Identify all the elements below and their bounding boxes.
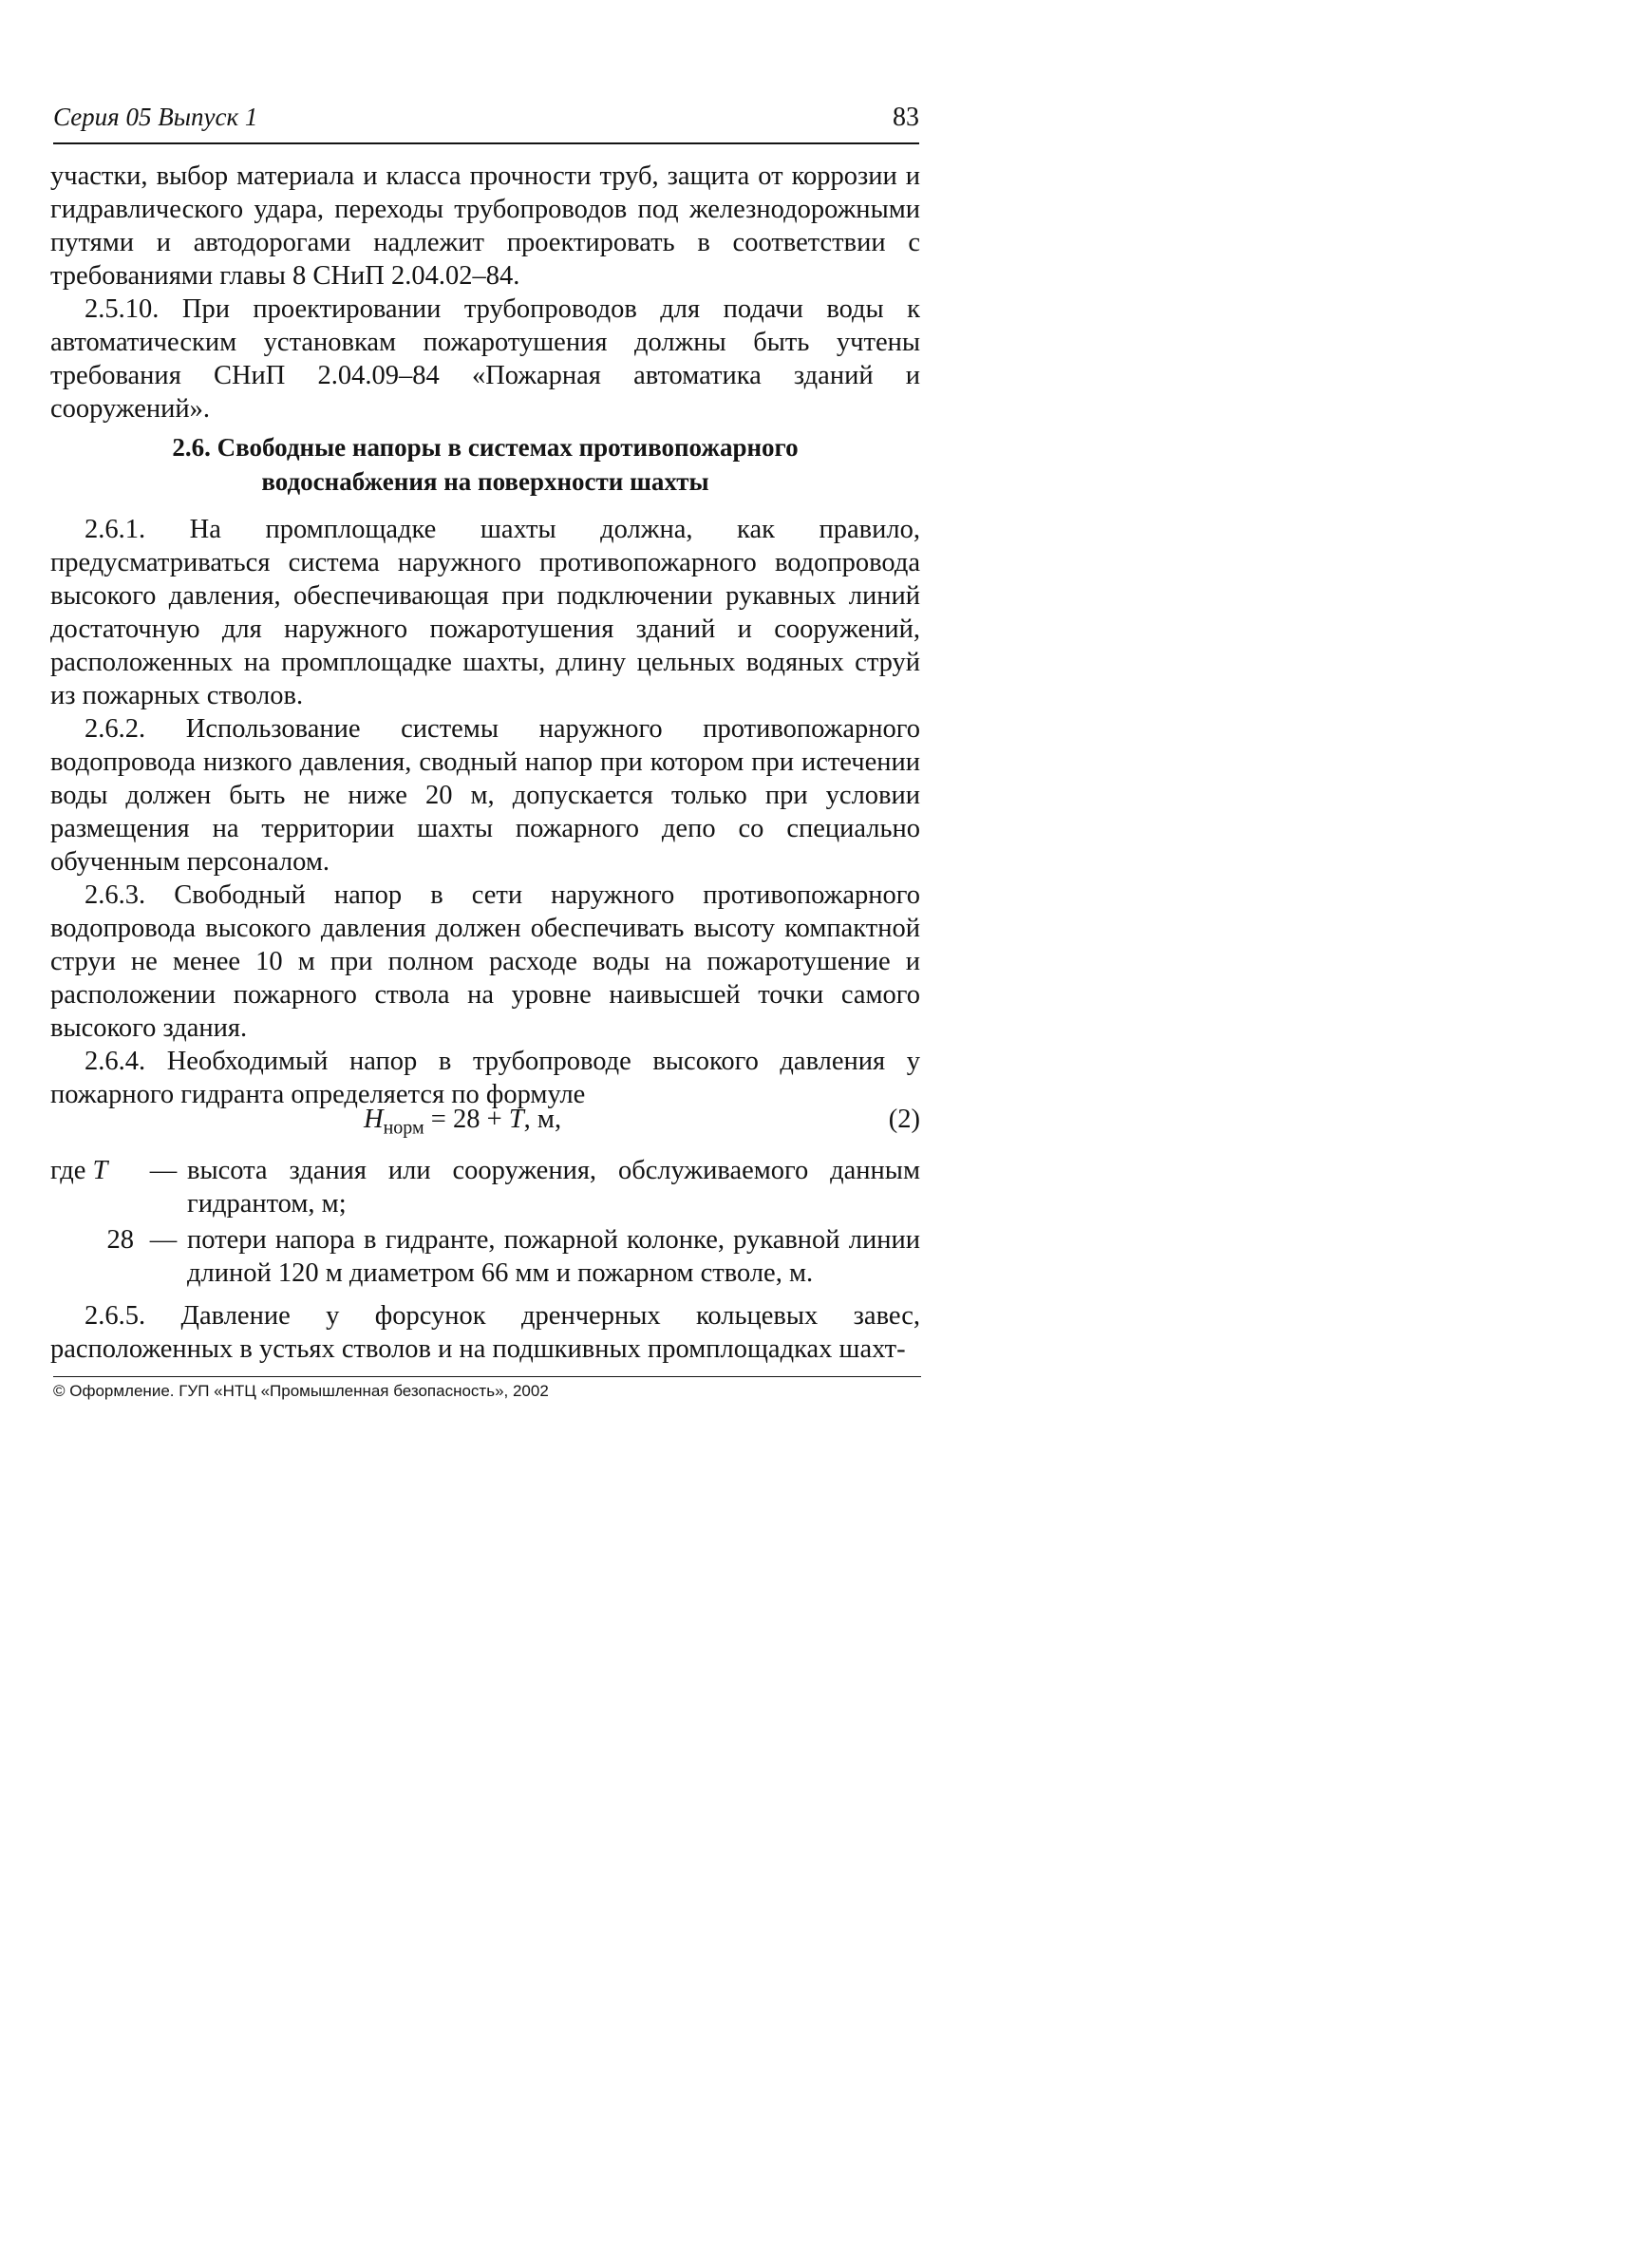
definition-item — [50, 1223, 920, 1290]
formula-lhs-var: H — [364, 1105, 384, 1134]
section-a — [50, 160, 920, 425]
definition-dash: — — [149, 1225, 178, 1255]
definition-text: высота здания или сооружения, обслуживаемого данным гидрантом, м; — [187, 1156, 920, 1219]
definitions — [50, 1154, 920, 1293]
definition-symbol — [50, 1154, 140, 1220]
paragraph-2-5-10: 2.5.10. При проектировании трубопроводов для подачи воды к автоматическим установкам пожаротушения должны быть учтены требования СНиП 2.04.09–84 «Пожарная автоматика зданий и сооружений». — [50, 294, 920, 424]
paragraph-2-6-5: 2.6.5. Давление у форсунок дренчерных кольцевых завес, расположенных в устьях стволов и на подшкивных промплощадках шахт- — [50, 1301, 920, 1364]
section-heading — [50, 430, 920, 499]
formula-number: (2) — [888, 1105, 920, 1134]
page-header — [53, 103, 919, 144]
formula-expression — [364, 1105, 561, 1140]
copyright-footer: © Оформление. ГУП «НТЦ «Промышленная безопасность», 2002 — [53, 1382, 549, 1400]
footer-rule — [53, 1376, 921, 1377]
definition-var: T — [92, 1156, 108, 1185]
paragraph-continuation: участки, выбор материала и класса прочности труб, защита от коррозии и гидравлического удара, переходы трубопроводов под железнодорожными путями и автодорогами надлежит проектировать в соответствии с требованиями главы 8 СНиП 2.04.02–84. — [50, 161, 920, 291]
definition-item — [50, 1154, 920, 1220]
section-heading-line2: водоснабжения на поверхности шахты — [261, 467, 709, 496]
definition-text: потери напора в гидранте, пожарной колонке, рукавной линии длиной 120 м диаметром 66 мм и пожарном стволе, м. — [187, 1225, 920, 1288]
paragraph-2-6-1: 2.6.1. На промплощадке шахты должна, как правило, предусматриваться система наружного противопожарного водопровода высокого давления, обеспечивающая при подключении рукавных линий достаточную для наружного пожаротушения зданий и сооружений, расположенных на промплощадке шахты, длину цельных водяных струй из пожарных стволов. — [50, 515, 920, 710]
paragraph-2-6-3: 2.6.3. Свободный напор в сети наружного противопожарного водопровода высокого давления должен обеспечивать высоту компактной струи не менее 10 м при полном расходе воды на пожаротушение и расположении пожарного ствола на уровне наивысшей точки самого высокого здания. — [50, 880, 920, 1043]
section-heading-line1: 2.6. Свободные напоры в системах противопожарного — [172, 433, 799, 462]
definition-prefix: где — [50, 1156, 93, 1185]
page-number: 83 — [893, 103, 919, 132]
definition-symbol — [50, 1223, 140, 1290]
paragraph-2-6-4: 2.6.4. Необходимый напор в трубопроводе высокого давления у пожарного гидранта определяется по формуле — [50, 1047, 920, 1109]
series-label: Серия 05 Выпуск 1 — [53, 103, 258, 131]
formula-unit: , м, — [523, 1105, 562, 1134]
formula-rhs-var: T — [508, 1105, 524, 1134]
definition-var: 28 — [106, 1225, 134, 1255]
formula-lhs-sub: норм — [383, 1117, 424, 1139]
section-c — [50, 1299, 920, 1366]
section-b — [50, 513, 920, 1111]
header-rule — [53, 142, 919, 144]
formula-rhs: = 28 + — [424, 1105, 509, 1134]
definition-dash: — — [149, 1156, 178, 1185]
formula-2 — [50, 1105, 920, 1143]
paragraph-2-6-2: 2.6.2. Использование системы наружного противопожарного водопровода низкого давления, сводный напор при котором при истечении воды должен быть не ниже 20 м, допускается только при условии размещения на территории шахты пожарного депо со специально обученным персоналом. — [50, 714, 920, 877]
